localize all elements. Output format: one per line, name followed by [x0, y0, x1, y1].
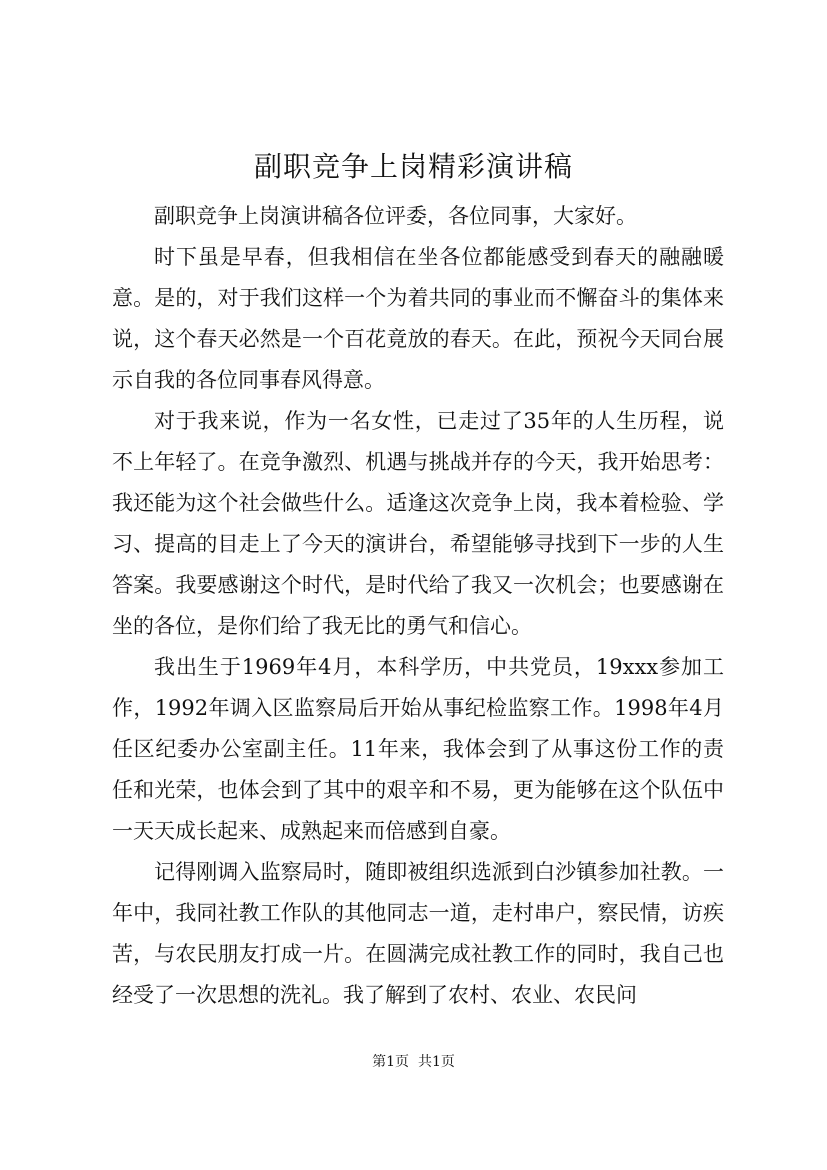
paragraph-spring: 时下虽是早春，但我相信在坐各位都能感受到春天的融融暖意。是的，对于我们这样一个为着共同的事业而不懈奋斗的集体来说，这个春天必然是一个百花竟放的春天。在此，预祝今天同台展示自我的各位同事春风得意。	[112, 245, 724, 392]
page-number-label: 第1页 共1页	[372, 1054, 455, 1070]
paragraph-self-intro: 对于我来说，作为一名女性，已走过了35年的人生历程，说不上年轻了。在竞争激烈、机遇与挑战并存的今天，我开始思考：我还能为这个社会做些什么。适逢这次竞争上岗，我本着检验、学习、提高的目走上了今天的演讲台，希望能够寻找到下一步的人生答案。我要感谢这个时代，是时代给了我又一次机会；也要感谢在坐的各位，是你们给了我无比的勇气和信心。	[112, 409, 724, 638]
document-title: 副职竞争上岗精彩演讲稿	[253, 150, 573, 183]
paragraph-experience: 记得刚调入监察局时，随即被组织选派到白沙镇参加社教。一年中，我同社教工作队的其他同志一道，走村串户，察民情，访疾苦，与农民朋友打成一片。在圆满完成社教工作的同时，我自己也经受了一次思想的洗礼。我了解到了农村、农业、农民问	[112, 860, 724, 1007]
document-body	[112, 196, 724, 1016]
page-footer	[0, 1052, 827, 1072]
paragraph-greeting: 副职竞争上岗演讲稿各位评委，各位同事，大家好。	[154, 204, 637, 228]
paragraph-background: 我出生于1969年4月，本科学历，中共党员，19xxx参加工作，1992年调入区监察局后开始从事纪检监察工作。1998年4月任区纪委办公室副主任。11年来，我体会到了从事这份工作的责任和光荣，也体会到了其中的艰辛和不易，更为能够在这个队伍中一天天成长起来、成熟起来而倍感到自豪。	[112, 655, 724, 843]
